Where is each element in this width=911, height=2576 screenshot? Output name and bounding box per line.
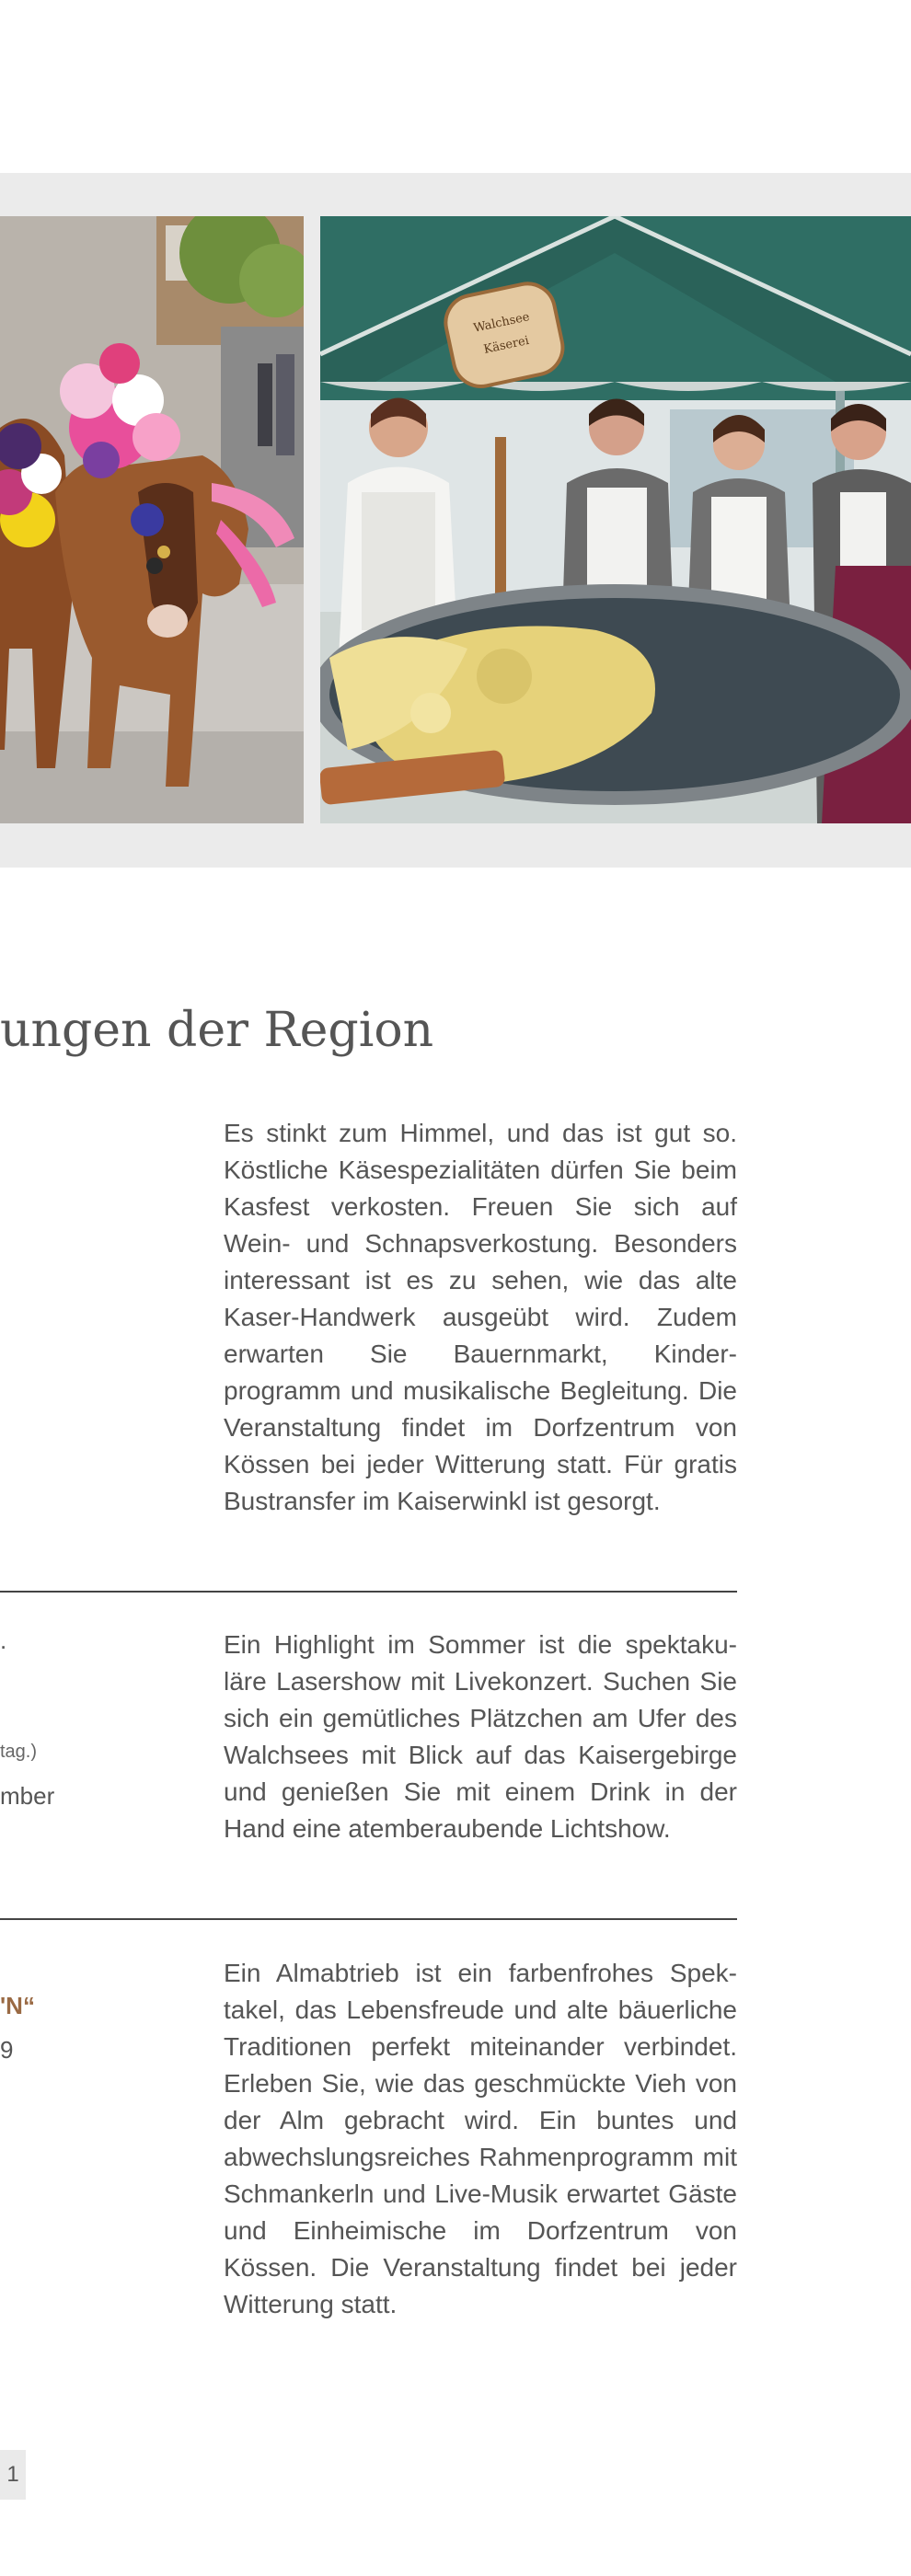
- page-number: 1: [0, 2450, 26, 2500]
- event-date-fragment: 9: [0, 2036, 14, 2064]
- almabtrieb-description: Ein Almabtrieb ist ein farbenfrohes Spek-takel, das Lebensfreude und alte bäuerliche Traditionen perfekt miteinander verbindet. Erleben Sie, wie das geschmückte Vieh von der Alm gebracht wird. Ein buntes und abwechslungsreiches Rahmenprogramm mit Schmankerln und Live-Musik erwartet Gäste und Einheimische im Dorfzentrum von Kössen. Die Veranstaltung findet bei jeder Witterung statt.: [224, 1959, 737, 2318]
- svg-text:Käserei: Käserei: [482, 333, 531, 357]
- event-title-fragment: 'N“: [0, 1992, 35, 2019]
- decorated-cow-photo: [0, 216, 304, 823]
- lasershow-description: Ein Highlight im Sommer ist die spektaku-läre Lasershow mit Livekonzert. Suchen Sie sich ein gemütliches Plätzchen am Ufer des Walchsees mit Blick auf das Kaisergebirge und genießen Sie mit einem Drink in der Hand eine atemberaubende Lichtshow.: [224, 1630, 737, 1843]
- cheese-cooking-photo: [320, 216, 911, 823]
- event-date-note-fragment: tag.): [0, 1742, 38, 1762]
- event-date-fragment: mber: [0, 1782, 55, 1810]
- section-heading: ungen der Region: [0, 1003, 434, 1058]
- section-divider: [0, 1918, 737, 1920]
- sign-text: Walchsee: [472, 310, 531, 336]
- kasfest-description: Es stinkt zum Himmel, und das ist gut so. Köstliche Käsespezialitäten dürfen Sie beim Kasfest verkosten. Freuen Sie sich auf Wein- und Schnapsverkostung. Besonders interessant ist es zu sehen, wie das alte Kaser-Handwerk ausgeübt wird. Zudem erwarten Sie Bauernmarkt, Kinder-programm und musikalische Begleitung. Die Veranstaltung findet im Dorfzentrum von Kössen bei jeder Witterung statt. Für gratis Bustransfer im Kaiserwinkl ist gesorgt.: [224, 1119, 737, 1515]
- section-divider: [0, 1591, 737, 1593]
- event-title-fragment: .: [0, 1627, 7, 1654]
